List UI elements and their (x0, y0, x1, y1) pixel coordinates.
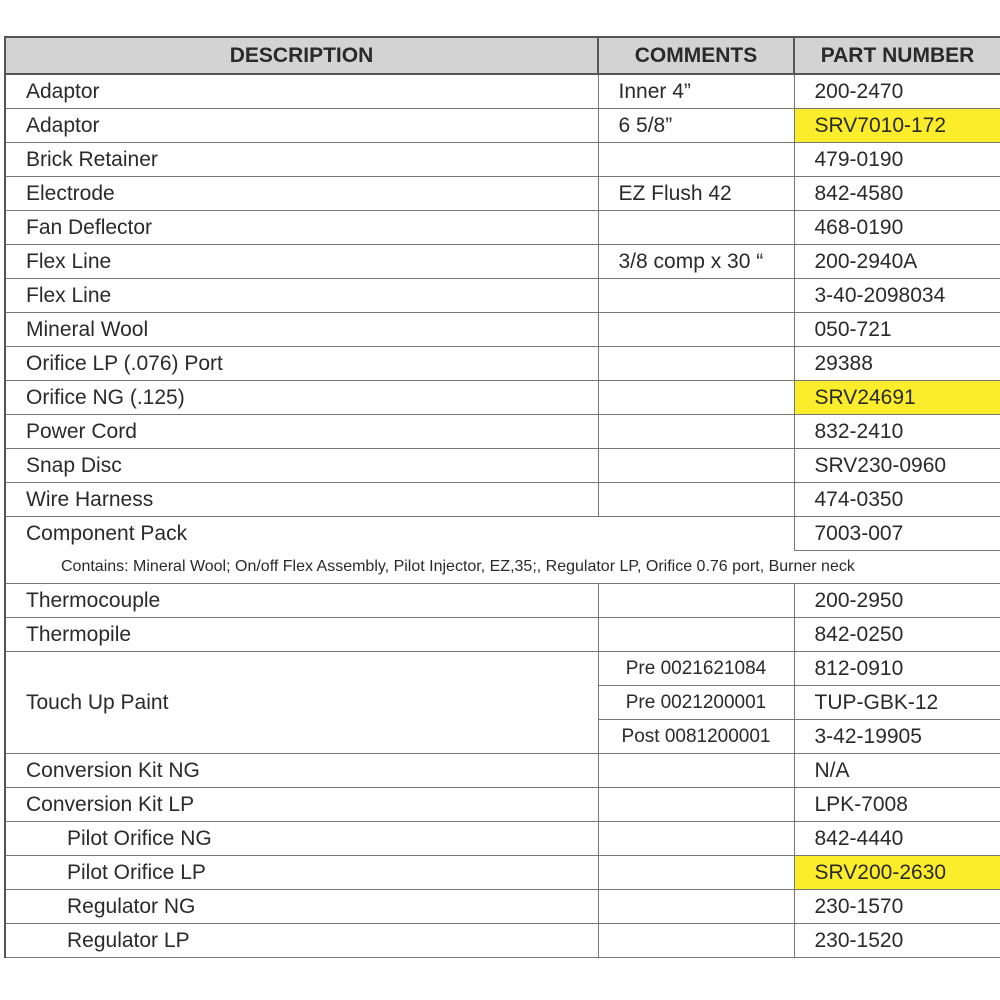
row-comments (598, 754, 794, 788)
row-comments: Inner 4” (598, 74, 794, 109)
row-comments (598, 347, 794, 381)
table-row (5, 924, 1000, 958)
row-comments (598, 211, 794, 245)
table-row (5, 177, 1000, 211)
row-comments: EZ Flush 42 (598, 177, 794, 211)
table-row (5, 313, 1000, 347)
row-description: Power Cord (5, 415, 598, 449)
header-comments: COMMENTS (598, 37, 794, 74)
row-description-indented: Pilot Orifice LP (5, 856, 598, 890)
row-part-number: 200-2950 (794, 584, 1000, 618)
table-row (5, 109, 1000, 143)
row-comments (598, 279, 794, 313)
row-description: Orifice LP (.076) Port (5, 347, 598, 381)
table-row (5, 483, 1000, 517)
table-row (5, 211, 1000, 245)
row-description: Adaptor (5, 74, 598, 109)
table-header (5, 37, 1000, 74)
component-pack-note: Contains: Mineral Wool; On/off Flex Assembly, Pilot Injector, EZ,35;, Regulator LP, Orifice 0.76 port, Burner neck (5, 551, 1000, 584)
touch-up-part-number: 3-42-19905 (794, 720, 1000, 754)
row-part-number: 3-40-2098034 (794, 279, 1000, 313)
row-description-indented: Regulator NG (5, 890, 598, 924)
table-row (5, 754, 1000, 788)
table-body (5, 74, 1000, 958)
row-description-indented: Regulator LP (5, 924, 598, 958)
table-row (5, 347, 1000, 381)
row-part-number-highlighted: SRV24691 (794, 381, 1000, 415)
component-pack-row (5, 517, 1000, 551)
row-comments (598, 856, 794, 890)
row-description: Fan Deflector (5, 211, 598, 245)
table-row (5, 822, 1000, 856)
row-part-number: 474-0350 (794, 483, 1000, 517)
row-part-number: 842-0250 (794, 618, 1000, 652)
row-description: Thermocouple (5, 584, 598, 618)
component-pack-part-number: 7003-007 (794, 517, 1000, 551)
row-part-number: 230-1520 (794, 924, 1000, 958)
component-pack-description: Component Pack (5, 517, 598, 551)
row-part-number: 842-4440 (794, 822, 1000, 856)
row-description: Mineral Wool (5, 313, 598, 347)
touch-up-part-number: TUP-GBK-12 (794, 686, 1000, 720)
row-description: Conversion Kit LP (5, 788, 598, 822)
row-comments (598, 313, 794, 347)
touch-up-part-number: 812-0910 (794, 652, 1000, 686)
row-comments: 6 5/8” (598, 109, 794, 143)
table-row (5, 381, 1000, 415)
table-row (5, 788, 1000, 822)
row-part-number: 468-0190 (794, 211, 1000, 245)
row-comments (598, 584, 794, 618)
component-pack-note-row (5, 551, 1000, 584)
row-description: Flex Line (5, 245, 598, 279)
table-row (5, 618, 1000, 652)
table-row (5, 143, 1000, 177)
row-part-number: 200-2940A (794, 245, 1000, 279)
header-description: DESCRIPTION (5, 37, 598, 74)
row-comments (598, 449, 794, 483)
row-description: Orifice NG (.125) (5, 381, 598, 415)
row-part-number: LPK-7008 (794, 788, 1000, 822)
row-description: Conversion Kit NG (5, 754, 598, 788)
row-part-number-highlighted: SRV200-2630 (794, 856, 1000, 890)
table-row (5, 245, 1000, 279)
row-description: Brick Retainer (5, 143, 598, 177)
parts-table (4, 36, 1000, 958)
row-comments (598, 890, 794, 924)
row-part-number-highlighted: SRV7010-172 (794, 109, 1000, 143)
row-description: Flex Line (5, 279, 598, 313)
table-row (5, 74, 1000, 109)
row-description: Snap Disc (5, 449, 598, 483)
row-description: Electrode (5, 177, 598, 211)
row-part-number: N/A (794, 754, 1000, 788)
table-row (5, 890, 1000, 924)
row-comments (598, 143, 794, 177)
row-part-number: 832-2410 (794, 415, 1000, 449)
row-comments (598, 381, 794, 415)
row-comments (598, 415, 794, 449)
row-part-number: SRV230-0960 (794, 449, 1000, 483)
touch-up-comments: Pre 0021200001 (598, 686, 794, 720)
touch-up-row (5, 652, 1000, 686)
header-part-number: PART NUMBER (794, 37, 1000, 74)
row-comments: 3/8 comp x 30 “ (598, 245, 794, 279)
row-part-number: 230-1570 (794, 890, 1000, 924)
row-part-number: 479-0190 (794, 143, 1000, 177)
table-row (5, 415, 1000, 449)
row-description: Adaptor (5, 109, 598, 143)
touch-up-description: Touch Up Paint (5, 652, 598, 754)
row-part-number: 842-4580 (794, 177, 1000, 211)
row-comments (598, 483, 794, 517)
touch-up-comments: Pre 0021621084 (598, 652, 794, 686)
row-comments (598, 618, 794, 652)
row-part-number: 050-721 (794, 313, 1000, 347)
touch-up-comments: Post 0081200001 (598, 720, 794, 754)
table-row (5, 449, 1000, 483)
component-pack-comments (598, 517, 794, 551)
table-row (5, 584, 1000, 618)
row-description-indented: Pilot Orifice NG (5, 822, 598, 856)
row-comments (598, 924, 794, 958)
table-row (5, 856, 1000, 890)
row-description: Wire Harness (5, 483, 598, 517)
table-row (5, 279, 1000, 313)
row-description: Thermopile (5, 618, 598, 652)
row-part-number: 29388 (794, 347, 1000, 381)
row-comments (598, 788, 794, 822)
row-comments (598, 822, 794, 856)
row-part-number: 200-2470 (794, 74, 1000, 109)
